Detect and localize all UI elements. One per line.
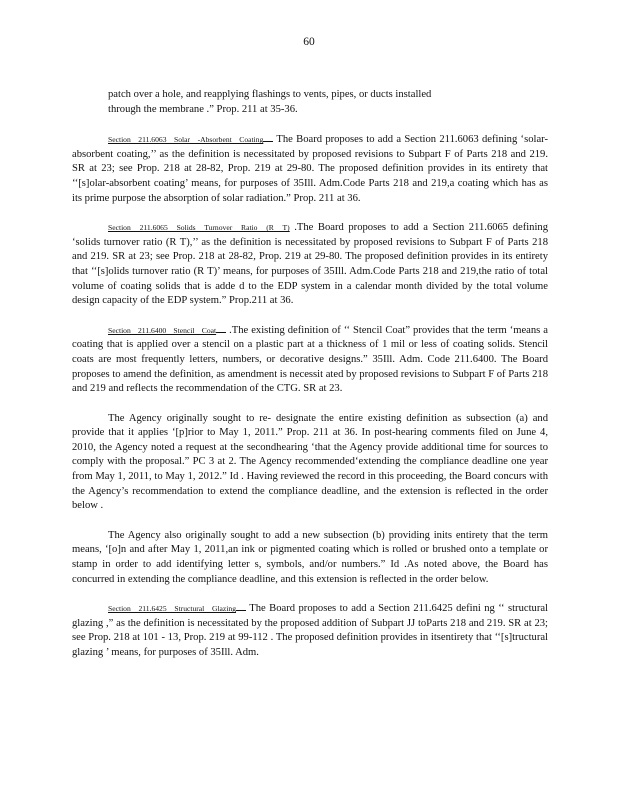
heading-underline: [263, 141, 273, 142]
stencil-coat-paragraph: [72, 324, 548, 397]
agency-paragraph-2: The Agency also originally sought to add a new subsection (b) providing inits entirety that the term means, ‘[o]n and after May 1, 2011,an ink or pigmented coating which is rolled or brushed onto a template or stamp in order to add identifying letter s, symbols, and/or numbers.” Id .As noted above, the Board has concurred in extending the compliance deadline, and this extension is reflected in the order below.: [72, 529, 548, 585]
agency-paragraph-1: The Agency originally sought to re- designate the entire existing definition as subsection (a) and provide that it applies ‘[p]rior to May 1, 2011.” Prop. 211 at 36. In post-hearing comments filed on June 4, 2010, the Agency noted a request at the secondhearing ‘that the Agency provide additional time for sources to comply with the proposal.” PC 3 at 2. The Agency recommended‘extending the compliance deadline one year from May 1, 2011, to May 1, 2012.” Id . Having reviewed the record in this proceeding, the Board concurs with the Agency’s recommendation to extend the compliance deadline, and the extension is reflected in the order below .: [72, 412, 548, 512]
solar-absorbent-heading: Section 211.6063 Solar -Absorbent Coating: [108, 135, 264, 145]
structural-glazing-heading: Section 211.6425 Structural Glazing: [108, 604, 237, 614]
heading-underline: [236, 610, 246, 611]
continuation-paragraph: patch over a hole, and reapplying flashings to vents, pipes, or ducts installed through the membrane .” Prop. 211 at 35-36.: [108, 89, 432, 115]
page-number: 60: [303, 36, 315, 48]
solar-absorbent-paragraph: [72, 133, 548, 206]
solar-absorbent-body: The Board proposes to add a Section 211.6063 defining ‘solar-absorbent coating,’’ as the definition is necessitated by proposed revisions to Subpart F of Parts 218 and 219. SR at 23; see Prop. 218 at 28-82, Prop. 219 at 29-80. The proposed definition provides in its entirety that ‘‘[s]olar-absorbent coating’ means, for purposes of 35Ill. Adm.Code Parts 218 and 219,a coating which has as its prime purpose the absorption of solar radiation.” Prop. 211 at 36.: [72, 134, 548, 204]
solids-turnover-heading: Section 211.6065 Solids Turnover Ratio (R T): [108, 223, 290, 233]
stencil-coat-body: .The existing definition of ‘‘ Stencil Coat” provides that the term ‘means a coating that is applied over a stencil on a plastic part at a thickness of 1 mil or less of coating solids. Stencil coats are most frequently letters, numbers, or decorative designs.” 35Ill. Adm. Code 211.6400. The Board proposes to amend the definition, as amendment is necessit ated by proposed revisions to Subpart F of Parts 218 and 219 and reflects the recommendation of the CTG. SR at 23.: [72, 324, 548, 395]
solids-turnover-body: .The Board proposes to add a Section 211.6065 defining ‘solids turnover ratio (R T),’’ as the definition is necessitated by proposed revisions to Subpart F of Parts 218 and 219. SR at 23; see Prop. 218 at 28-82, Prop. 219 at 29-80. The proposed definition provides in its entirety that ‘‘[s]olids turnover ratio (R T)’ means, for purposes of 35Ill. Adm.Code Parts 218 and 219,the ratio of total volume of coating solids that is adde d to the EDP system in a calendar month divided by the total volume design capacity of the EDP system.” Prop.211 at 36.: [72, 222, 548, 307]
structural-glazing-body: The Board proposes to add a Section 211.6425 defini ng ‘‘ structural glazing ,” as the definition is necessitated by the proposed addition of Subpart JJ toParts 218 and 219. SR at 23; see Prop. 218 at 101 - 13, Prop. 219 at 99-112 . The proposed definition provides in itsentirety that ‘‘[s]tructural glazing ’ means, for purposes of 35Ill. Adm.: [72, 603, 548, 658]
structural-glazing-paragraph: [72, 602, 548, 660]
document-body: [72, 88, 548, 676]
solids-turnover-paragraph: [72, 221, 548, 309]
heading-underline: [216, 332, 226, 333]
stencil-coat-heading: Section 211.6400 Stencil Coat: [108, 325, 217, 335]
